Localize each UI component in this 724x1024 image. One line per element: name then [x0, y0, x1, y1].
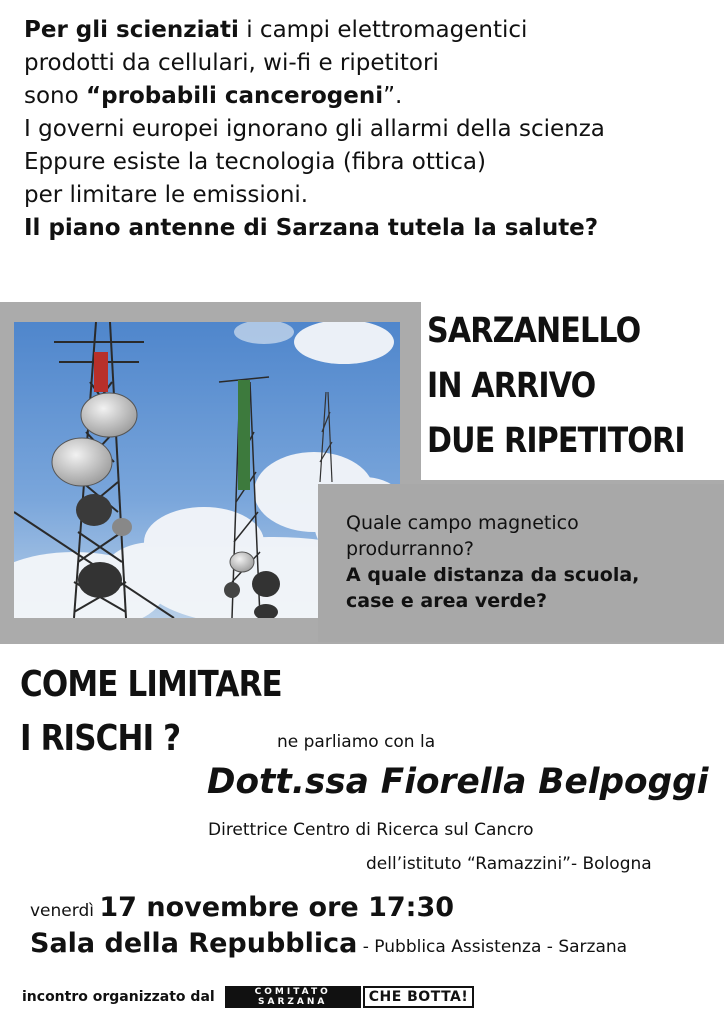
speaker-name: Dott.ssa Fiorella Belpoggi	[207, 762, 709, 802]
logo-black-block	[225, 986, 361, 1008]
intro-line3-end: ”.	[383, 83, 403, 109]
intro-line6: per limitare le emissioni.	[24, 182, 309, 208]
intro-line1-bold: Per gli scienziati	[24, 17, 239, 43]
intro-line3-start: sono	[24, 83, 87, 109]
question-3: A quale distanza da scuola,	[346, 564, 640, 586]
big-question-line2: I RISCHI ?	[20, 718, 181, 759]
event-day: venerdì	[30, 901, 100, 921]
speaker-role2: dell’istituto “Ramazzini”- Bologna	[366, 854, 652, 874]
question-4: case e area verde?	[346, 590, 548, 612]
event-date	[30, 892, 454, 923]
intro-line7-bold: Il piano antenne di Sarzana tutela la salute?	[24, 215, 599, 241]
question-1: Quale campo magnetico	[346, 512, 579, 534]
event-venue	[30, 928, 627, 959]
event-when: 17 novembre ore 17:30	[99, 892, 455, 923]
intro-line4: I governi europei ignorano gli allarmi della scienza	[24, 116, 605, 142]
big-question	[20, 658, 282, 766]
organized-by: incontro organizzato dal	[22, 989, 215, 1005]
footer	[22, 986, 474, 1008]
headline-line1: SARZANELLO	[427, 311, 641, 351]
committee-logo	[225, 986, 475, 1008]
intro-line5: Eppure esiste la tecnologia (fibra ottica)	[24, 149, 486, 175]
event-venue-name: Sala della Repubblica	[30, 928, 358, 959]
intro-line2: prodotti da cellulari, wi-fi e ripetitori	[24, 50, 439, 76]
logo-top: COMITATO	[254, 987, 331, 997]
question-2: produrranno?	[346, 538, 474, 560]
questions	[346, 510, 639, 614]
intro-line1-rest: i campi elettromagentici	[238, 17, 528, 43]
logo-bottom: SARZANA	[258, 997, 328, 1007]
speaker-intro: ne parliamo con la	[277, 732, 436, 752]
headline-line2: IN ARRIVO	[427, 366, 596, 406]
big-question-line1: COME LIMITARE	[20, 664, 282, 705]
intro-line3-bold: “probabili cancerogeni	[86, 83, 384, 109]
headline	[427, 304, 685, 469]
intro-text	[24, 14, 714, 245]
event-place: - Pubblica Assistenza - Sarzana	[357, 937, 628, 957]
headline-line3: DUE RIPETITORI	[427, 421, 685, 461]
logo-che-botta: CHE BOTTA!	[363, 986, 475, 1008]
speaker-role1: Direttrice Centro di Ricerca sul Cancro	[208, 820, 534, 840]
